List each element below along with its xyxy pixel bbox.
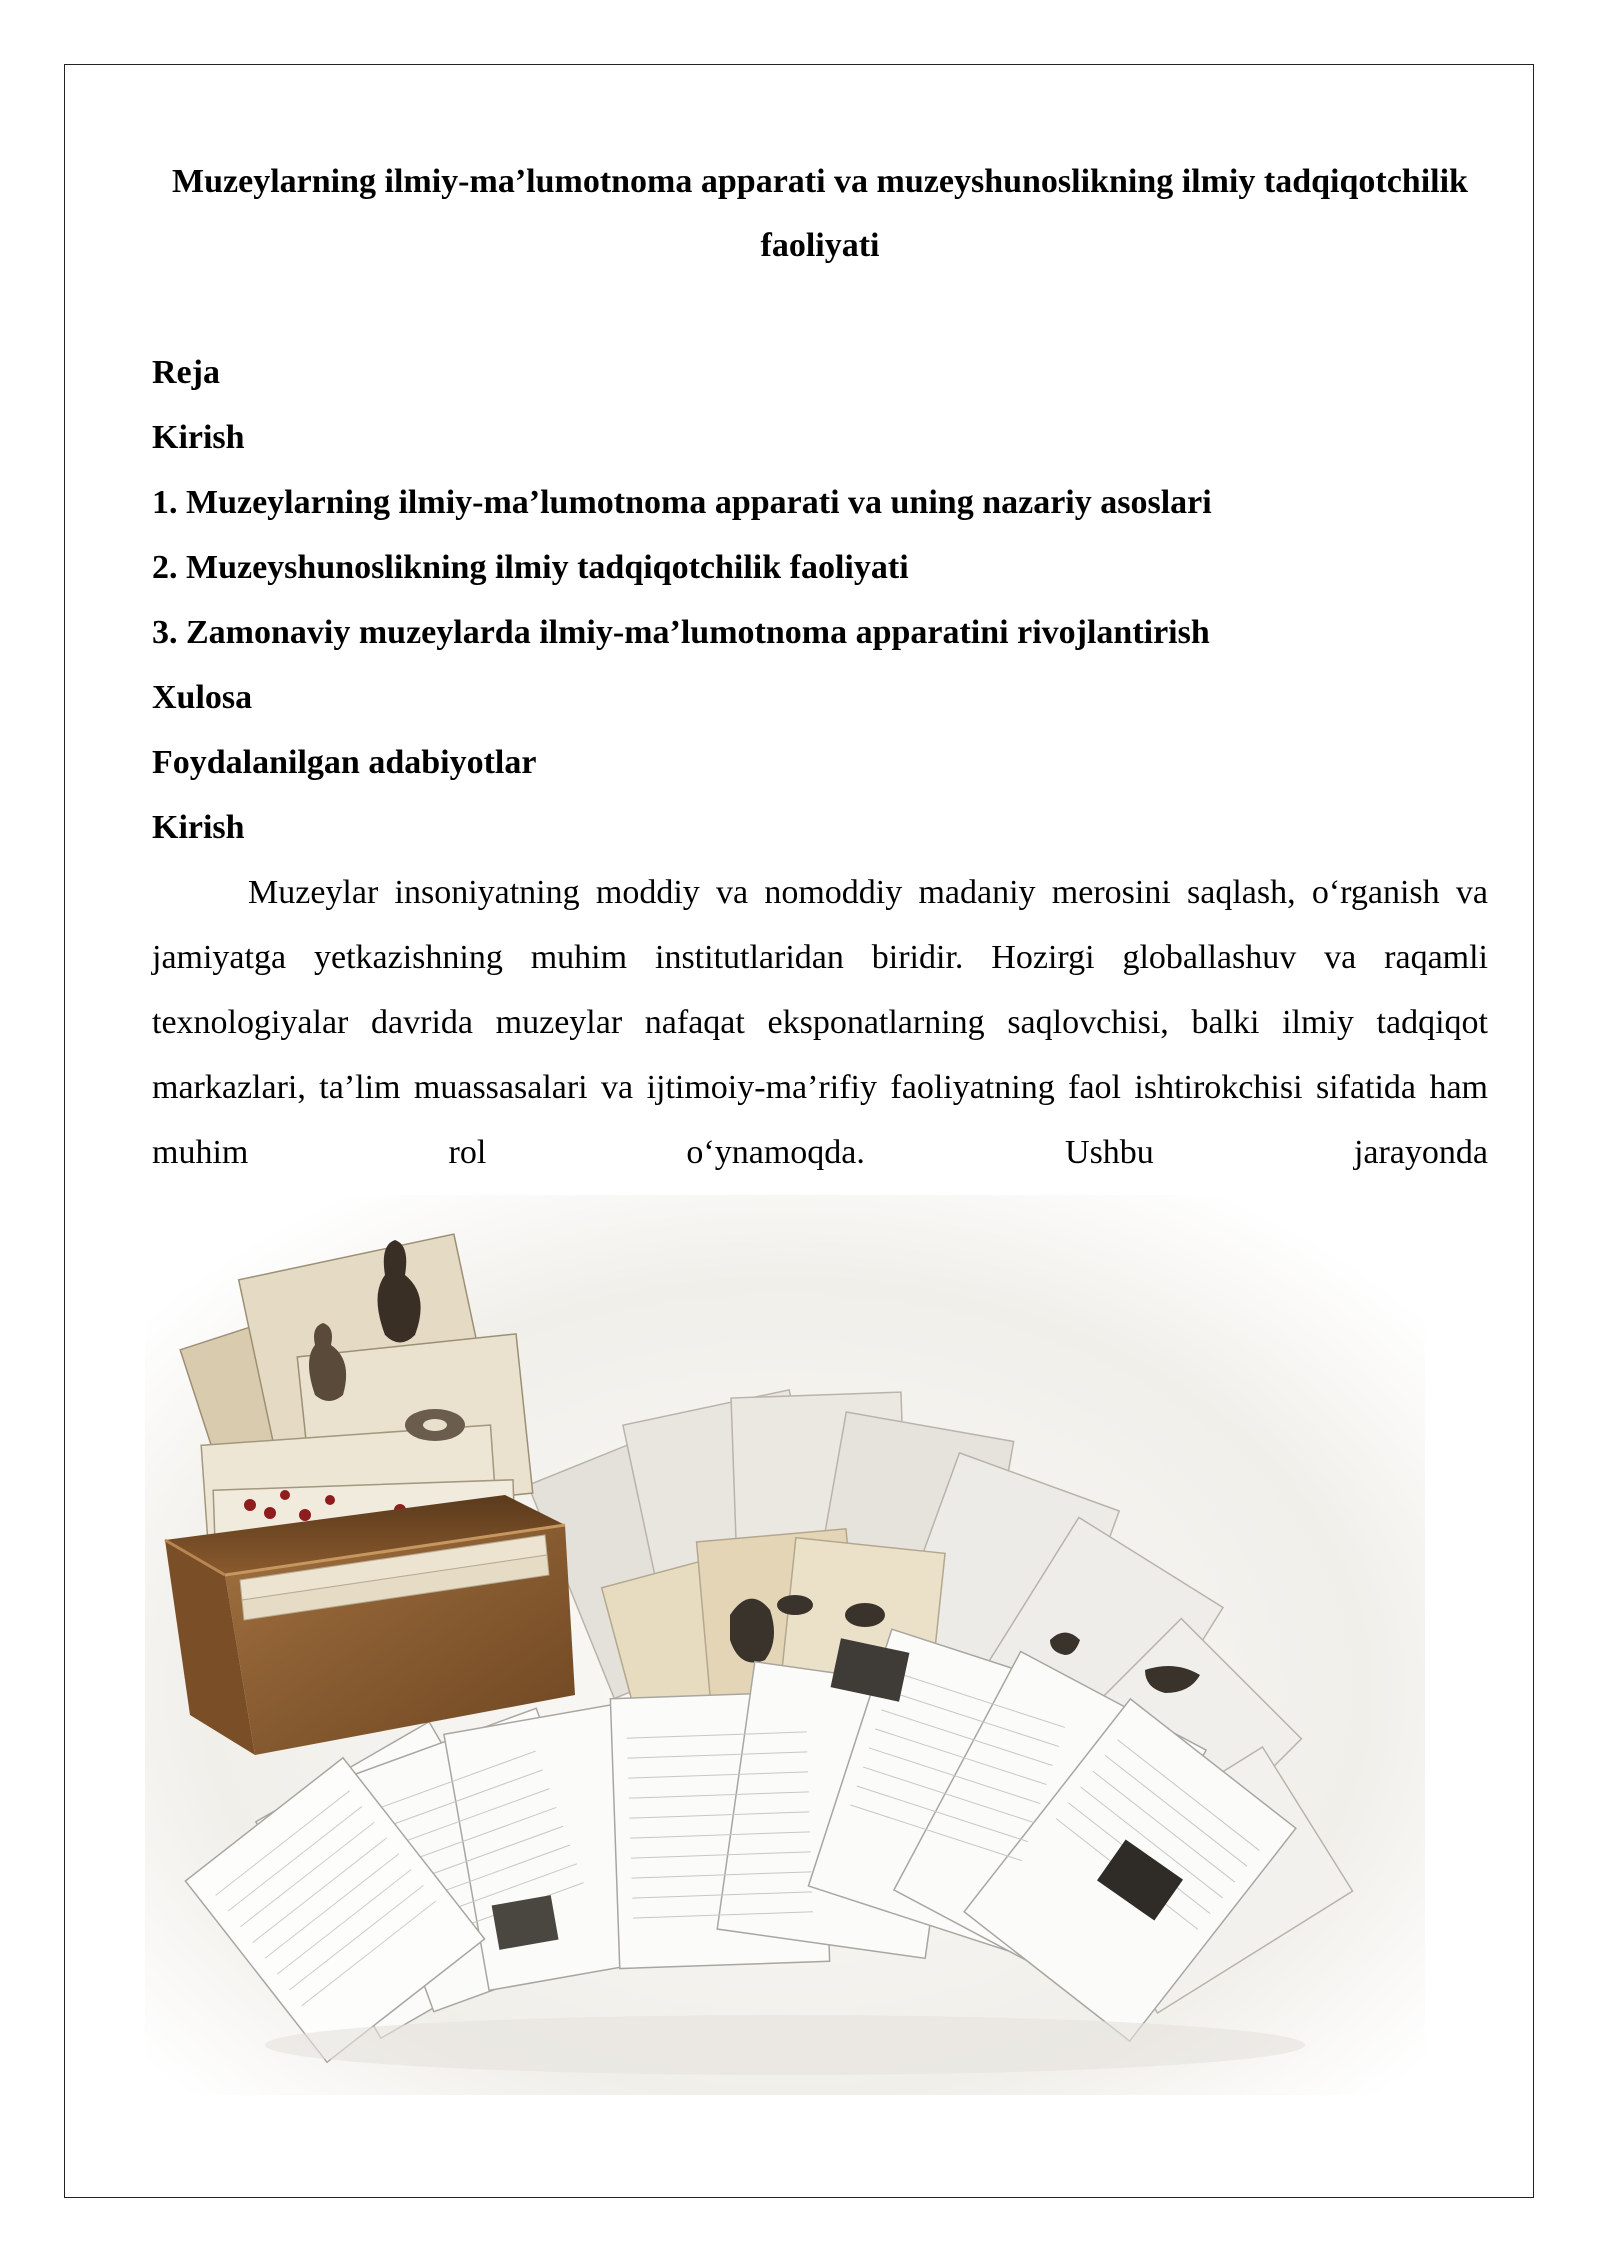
- outline-item-adabiyotlar: Foydalanilgan adabiyotlar: [152, 744, 537, 781]
- museum-catalog-cards-photo: [145, 1195, 1425, 2095]
- outline-item-1: 1. Muzeylarning ilmiy-ma’lumotnoma apparati va uning nazariy asoslari: [152, 484, 1212, 521]
- outline-item-2: 2. Muzeyshunoslikning ilmiy tadqiqotchilik faoliyati: [152, 549, 909, 586]
- outline-item-xulosa: Xulosa: [152, 679, 253, 716]
- outline-item-3: 3. Zamonaviy muzeylarda ilmiy-ma’lumotnoma apparatini rivojlantirish: [152, 614, 1210, 651]
- intro-paragraph: Muzeylar insoniyatning moddiy va nomoddiy madaniy merosini saqlash, o‘rganish va jamiyatga yetkazishning muhim institutlaridan biridir. Hozirgi globallashuv va raqamli texnologiyalar davrida muzeylar nafaqat eksponatlarning saqlovchisi, balki ilmiy tadqiqot markazlari, ta’lim muassasalari va ijtimoiy-ma’rifiy faoliyatning faol ishtirokchisi sifatida ham muhim rol o‘ynamoqda. Ushbu jarayonda: [152, 874, 1488, 1171]
- document-title: Muzeylarning ilmiy-ma’lumotnoma apparati va muzeyshunoslikning ilmiy tadqiqotchilik faoliyati: [172, 163, 1468, 264]
- outline-item-kirish: Kirish: [152, 419, 245, 456]
- plan-outline: [152, 340, 1212, 795]
- outline-item-reja: Reja: [152, 354, 220, 391]
- section-heading-kirish: Kirish: [152, 809, 245, 846]
